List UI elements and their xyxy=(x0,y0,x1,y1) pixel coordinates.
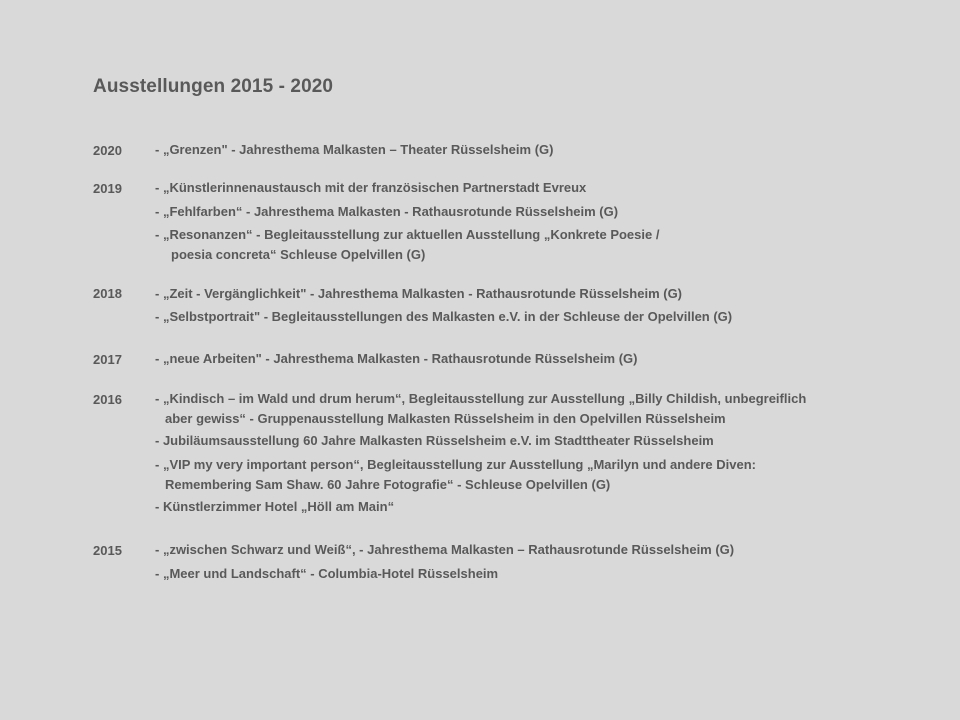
exhibition-entry: - „Zeit - Vergänglichkeit" - Jahresthema Malkasten - Rathausrotunde Rüsselsheim (G) xyxy=(155,286,683,301)
exhibition-entry-line: - „Kindisch – im Wald und drum herum“, Begleitausstellung zur Ausstellung „Billy Childish, unbegreiflich xyxy=(155,391,807,406)
year-label: 2020 xyxy=(93,143,122,158)
exhibition-entry: - „Fehlfarben“ - Jahresthema Malkasten - Rathausrotunde Rüsselsheim (G) xyxy=(155,204,619,219)
exhibition-entry-line: poesia concreta“ Schleuse Opelvillen (G) xyxy=(171,247,426,262)
exhibition-entry: - „Selbstportrait" - Begleitausstellungen des Malkasten e.V. in der Schleuse der Opelvillen (G) xyxy=(155,309,733,324)
exhibition-entry-line: Remembering Sam Shaw. 60 Jahre Fotografie“ - Schleuse Opelvillen (G) xyxy=(165,477,611,492)
exhibition-entry: - „zwischen Schwarz und Weiß“, - Jahresthema Malkasten – Rathausrotunde Rüsselsheim (G) xyxy=(155,542,735,557)
year-label: 2015 xyxy=(93,543,122,558)
exhibition-entry-line: aber gewiss“ - Gruppenausstellung Malkasten Rüsselsheim in den Opelvillen Rüsselsheim xyxy=(165,411,726,426)
exhibition-entry: - „Meer und Landschaft“ - Columbia-Hotel Rüsselsheim xyxy=(155,566,499,581)
exhibition-entry: - Jubiläumsausstellung 60 Jahre Malkasten Rüsselsheim e.V. im Stadttheater Rüsselsheim xyxy=(155,433,714,448)
exhibition-entry: - „neue Arbeiten" - Jahresthema Malkasten - Rathausrotunde Rüsselsheim (G) xyxy=(155,351,638,366)
exhibition-entry-line: - „VIP my very important person“, Begleitausstellung zur Ausstellung „Marilyn und andere Diven: xyxy=(155,457,757,472)
year-label: 2017 xyxy=(93,352,122,367)
exhibition-entry: - „Grenzen" - Jahresthema Malkasten – Theater Rüsselsheim (G) xyxy=(155,142,554,157)
year-label: 2016 xyxy=(93,392,122,407)
exhibition-entry xyxy=(155,455,756,495)
exhibition-entry-line: - „Resonanzen“ - Begleitausstellung zur aktuellen Ausstellung „Konkrete Poesie / xyxy=(155,227,660,242)
exhibition-entry: - Künstlerzimmer Hotel „Höll am Main“ xyxy=(155,499,395,514)
year-label: 2018 xyxy=(93,286,122,301)
page-title: Ausstellungen 2015 - 2020 xyxy=(93,76,334,97)
exhibition-entry: - „Künstlerinnenaustausch mit der französischen Partnerstadt Evreux xyxy=(155,180,587,195)
exhibition-entry xyxy=(155,389,806,429)
year-label: 2019 xyxy=(93,181,122,196)
exhibition-entry xyxy=(155,225,659,265)
